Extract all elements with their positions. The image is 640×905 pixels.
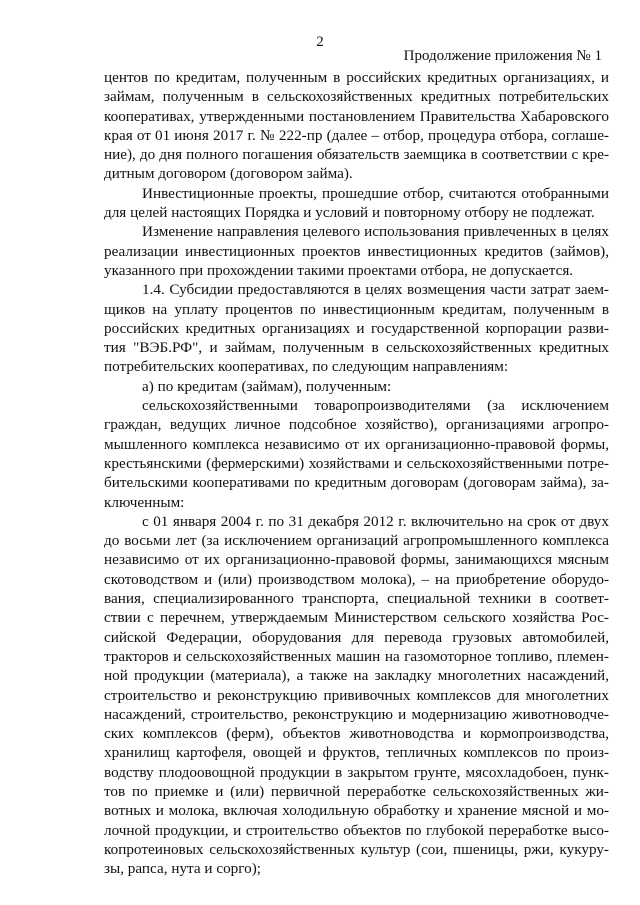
text-line: бительскими кооперативами по кредитным договорам (договорам займа), за- — [104, 474, 609, 492]
text-line: вания, специализированного транспорта, специальной техники в соответ- — [104, 590, 609, 608]
text-line: сийской Федерации, оборудования для перевода грузовых автомобилей, — [104, 628, 609, 646]
text-line: лочной продукции, и строительство объектов по глубокой переработке высо- — [104, 821, 609, 839]
text-line: граждан, ведущих личное подсобное хозяйство), организациями агропро- — [104, 416, 609, 434]
text-line: ключенным: — [104, 493, 185, 511]
text-line: крестьянскими (фермерскими) хозяйствами и сельскохозяйственными потре- — [104, 454, 609, 472]
text-line: тов по приемке и (или) первичной переработке сельскохозяйственных жи- — [104, 782, 609, 800]
text-line: щиков на уплату процентов по инвестиционным кредитам, полученным в — [104, 300, 609, 318]
text-line: до восьми лет (за исключением организаций агропромышленного комплекса — [104, 532, 609, 550]
page-number: 2 — [316, 34, 324, 50]
text-line: сельскохозяйственными товаропроизводителями (за исключением — [142, 397, 609, 415]
text-line: Инвестиционные проекты, прошедшие отбор, считаются отобранными — [142, 184, 609, 202]
text-line: зы, рапса, нута и сорго); — [104, 860, 261, 878]
text-line: ной продукции (материала), а также на закладку многолетних насаждений, — [104, 667, 609, 685]
text-line: реализации инвестиционных проектов инвестиционных кредитов (займов), — [104, 242, 609, 260]
text-line: края от 01 июня 2017 г. № 222-пр (далее – отбор, процедура отбора, соглаше- — [104, 126, 609, 144]
text-line: тия "ВЭБ.РФ", и займам, полученным в сельскохозяйственных кредитных — [104, 339, 609, 357]
text-line: 1.4. Субсидии предоставляются в целях возмещения части затрат заем- — [142, 281, 609, 299]
text-line: независимо от их организационно-правовой формы, занимающихся мясным — [104, 551, 609, 569]
text-line: ских комплексов (ферм), объектов животноводства и кормопроизводства, — [104, 725, 609, 743]
text-line: скотоводством и (или) производством молока), – на приобретение оборудо- — [104, 570, 609, 588]
text-line: строительство и реконструкцию прививочных комплексов для многолетних — [104, 686, 609, 704]
text-line: ствии с перечнем, утверждаемым Министерством сельского хозяйства Рос- — [104, 609, 609, 627]
text-line: займам, полученным в сельскохозяйственных кредитных потребительских — [104, 88, 609, 106]
appendix-continuation-note: Продолжение приложения № 1 — [403, 48, 602, 64]
text-line: а) по кредитам (займам), полученным: — [142, 377, 392, 395]
text-line: для целей настоящих Порядка и условий и повторному отбору не подлежат. — [104, 204, 595, 222]
text-line: с 01 января 2004 г. по 31 декабря 2012 г. включительно на срок от двух — [142, 512, 609, 530]
text-line: российских кредитных организациях и государственной корпорации разви- — [104, 319, 609, 337]
text-line: тракторов и сельскохозяйственных машин на газомоторное топливо, племен- — [104, 647, 609, 665]
text-line: потребительских кооперативах, по следующим направлениям: — [104, 358, 509, 376]
text-line: хранилищ картофеля, овощей и фруктов, тепличных комплексов по произ- — [104, 744, 609, 762]
text-line: мышленного комплекса независимо от их организационно-правовой формы, — [104, 435, 609, 453]
text-line: дитным договором (договором займа). — [104, 165, 353, 183]
text-line: водству плодоовощной продукции в закрытом грунте, мясохладобоен, пунк- — [104, 763, 609, 781]
body-text — [104, 68, 609, 878]
text-line: вотных и молока, включая холодильную обработку и хранение мясной и мо- — [104, 802, 609, 820]
text-line: насаждений, строительство, реконструкцию и модернизацию животноводче- — [104, 705, 609, 723]
text-line: указанного при прохождении такими проектами отбора, не допускается. — [104, 261, 574, 279]
text-line: центов по кредитам, полученным в российских кредитных организациях, и — [104, 69, 609, 86]
text-line: ние), до дня полного погашения обязательств заемщика в соответствии с кре- — [104, 146, 609, 164]
text-line: копротеиновых сельскохозяйственных культур (сои, пшеницы, ржи, кукуру- — [104, 840, 609, 858]
text-line: кооперативах, утвержденными постановлением Правительства Хабаровского — [104, 107, 609, 125]
text-line: Изменение направления целевого использования привлеченных в целях — [142, 223, 609, 241]
